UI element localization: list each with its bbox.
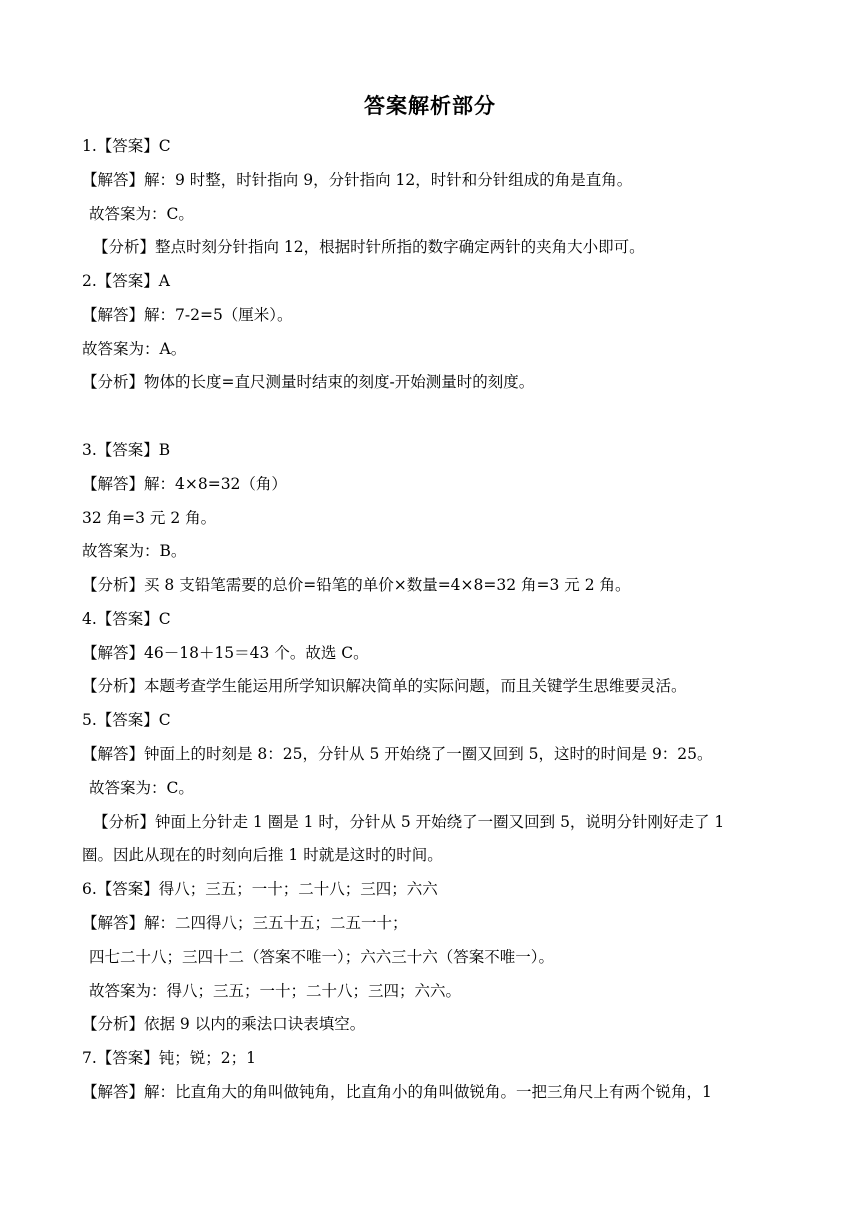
- page-title: 答案解析部分: [364, 94, 496, 118]
- text-line: 6.【答案】得八；三五；一十；二十八；三四；六六: [82, 880, 438, 898]
- text-line: 4.【答案】C: [82, 610, 171, 628]
- text-line: 【解答】解：二四得八；三五十五；二五一十；: [82, 914, 408, 932]
- text-line: 3.【答案】B: [82, 441, 171, 459]
- text-line: 【分析】依据 9 以内的乘法口诀表填空。: [82, 1015, 366, 1033]
- text-line: 【解答】46－18＋15＝43 个。故选 C。: [82, 644, 369, 662]
- text-line: 故答案为：得八；三五；一十；二十八；三四；六六。: [89, 982, 462, 1000]
- text-line: 【解答】钟面上的时刻是 8：25，分针从 5 开始绕了一圈又回到 5，这时的时间是 9：25。: [82, 745, 713, 763]
- text-line: 【分析】买 8 支铅笔需要的总价=铅笔的单价×数量=4×8=32 角=3 元 2 角。: [82, 576, 631, 594]
- text-line: 四七二十八；三四十二（答案不唯一）；六六三十六（答案不唯一）。: [89, 948, 555, 966]
- text-line: 32 角=3 元 2 角。: [82, 509, 217, 527]
- text-line: 【解答】解：9 时整，时针指向 9，分针指向 12，时针和分针组成的角是直角。: [82, 171, 633, 189]
- text-line: 【分析】整点时刻分针指向 12，根据时针所指的数字确定两针的夹角大小即可。: [93, 238, 645, 256]
- text-line: 圈。因此从现在的时刻向后推 1 时就是这时的时间。: [82, 846, 443, 864]
- text-line: 7.【答案】钝；锐；2；1: [82, 1049, 257, 1067]
- text-line: 2.【答案】A: [82, 272, 170, 290]
- text-line: 故答案为：C。: [89, 205, 194, 223]
- text-line: 故答案为：A。: [82, 340, 187, 358]
- text-line: 【分析】钟面上分针走 1 圈是 1 时，分针从 5 开始绕了一圈又回到 5，说明分针刚好走了 1: [93, 813, 725, 831]
- text-line: 1.【答案】C: [82, 137, 171, 155]
- text-line: 【解答】解：比直角大的角叫做钝角，比直角小的角叫做锐角。一把三角尺上有两个锐角，1: [82, 1083, 712, 1101]
- text-line: 故答案为：C。: [89, 779, 194, 797]
- text-line: 【解答】解：7-2=5（厘米）。: [82, 306, 293, 324]
- text-line: 【解答】解：4×8=32（角）: [82, 475, 287, 493]
- text-line: 故答案为：B。: [82, 542, 187, 560]
- text-line: 5.【答案】C: [82, 711, 171, 729]
- text-line: 【分析】物体的长度=直尺测量时结束的刻度-开始测量时的刻度。: [82, 373, 535, 391]
- text-line: 【分析】本题考查学生能运用所学知识解决简单的实际问题，而且关键学生思维要灵活。: [82, 677, 687, 695]
